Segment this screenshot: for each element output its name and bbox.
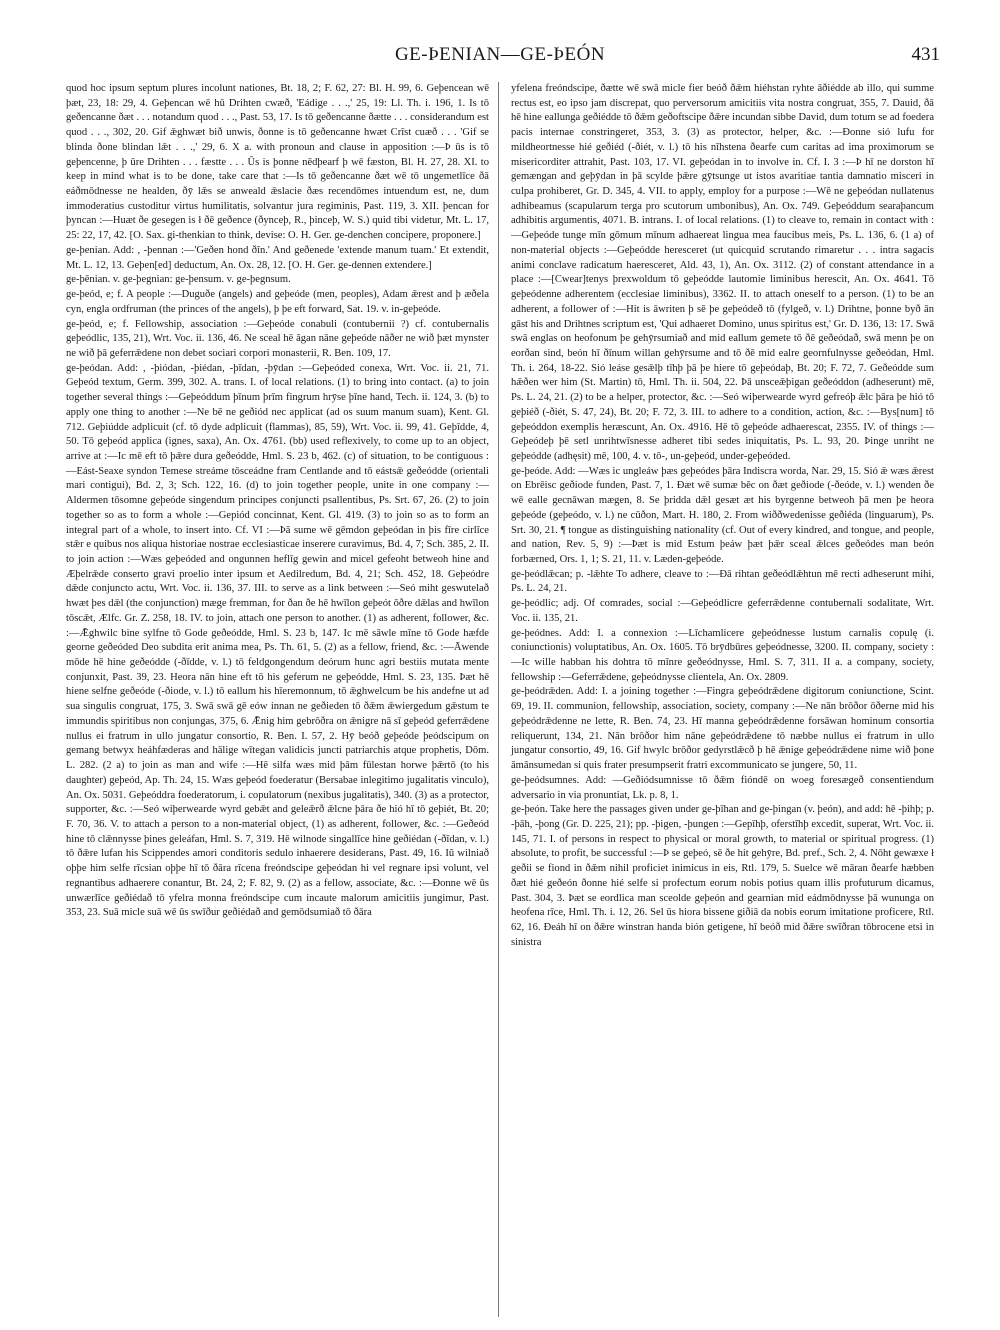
column-divider <box>498 82 499 1317</box>
right-column <box>511 82 934 1317</box>
page-number: 431 <box>911 44 940 65</box>
page-header <box>60 40 940 70</box>
left-column <box>66 82 489 1317</box>
right-column-text: yfelena freóndscipe, ðætte wē swā micle fier beóð ðǣm hiéhstan ryhte āðiédde ab illo, qui summe rectus est, eo ipso jam discrepat, quo perversorum amicitiis vita nostra congruat, 355, 7. Dauid, ðā hē hine eallunga geðiédde tō ðǣm geðoftscipe ðǣre incundan sibbe David, dum totum se ad foedera pacis internae constringeret, 353, 3. (3) as protector, helper, &c. :—Ðonne sió lufu for mildheortnesse hié geðiéd (-ðiét, v. l.) tō his nīhstena ðearfe cum caritas ad ima proximorum se misericorditer attrahit, Past. 103, 17. VI. geþeódan in to involve in. Cf. I. 3 :—Þ hī ne dorston hī gemængan and geþȳdan in þā scylde þǣre gȳtsunge ut istos avaritiae tantia damnatio misceri in culpa prohiberet, Gr. D. 345, 4. VII. to apply, employ for a purpose :—Wē ne geþeódan nullatenus adhibeamus (scapularum terga pro scutorum umbonibus), An. Ox. 749. Geþeóddum searaþancum adhibitis argumentis, 4071. B. intrans. I. of local relations. (1) to cleave to, remain in contact with :—Geþeóde tunge mīn gōmum mīnum adhaereat lingua mea faucibus meis, Ps. L. 136, 6. (1 a) of non-material objects :—Geþeódde heresceret (ut quicquid scrutando rimaretur . . . intra sagacis animi conclave radicatum haeresceret, Ald. 43, 1), An. Ox. 3112. (2) of constant attendance in a place :—[Cwear]tenys þrexwoldum tō geþeódde lautomie liminibus herescit, An. Ox. 4641. Tō geþeódenne adherentem (ecclesiae liminibus), 3362. II. to attach oneself to a person. (1) to be an adherent, a follower of :—Hit is āwriten þ sē þe geþeódeð tō (fylgeð, v. l.) Drihtne, þonne byð ān gāst his and Drihtnes scriptum est, 'Qui adhaeret Domino, unus spiritus est,' Gr. D. 136, 13: 17. Swā swā englas on heofonum þe gehȳrsumiað and mid eallum gemete tō ðē geðeódað, swā menn þe on eorðan sind, beón hī ðīnum willan gehȳrsume and tō ðē mid ealre geornfulnysse geðeódan, Hml. Th. i. 264, 18-22. Sió leáse gesǣlþ tīhþ þā þe hiere tō geþeódaþ, Bt. 20; F. 72, 7. Geðeódde sum hǣðen wer him (St. Martin) tō, Hml. Th. ii. 504, 22. Þā unsceǣþigan geðeóddon (adheserunt) mē, Ps. L. 24, 21. (2) to be a helper, protector, &c. :—Seó wiþerwearde wyrd gefreóþ ǣlc þāra þe hió tō geþiéð (-ðiét, S. 47, 24), Bt. 20; F. 72, 3. III. to adhere to a condition, action, &c. :—Bys[num] tō geþeóddon exemplis heræscunt, An. Ox. 4916. Hē tō geþeóde adhaerescat, 2355. IV. of things :—Geþeódeþ þē setl unrihtwīsnesse adheret tibi sedes iniquitatis, Ps. L. 93, 20. Þinge unriht ne geþeódde (adhęsit) mē, 100, 4. v. tō-, un-geþeód, under-geþeóded. ge-þeóde. Add: —Wæs ic ungleáw þæs geþeódes þāra Indiscra worda, Nar. 29, 15. Sió ǣ wæs ǣrest on Ebrēisc geðiode funden, Past. 7, 1. Ðæt wē sumæ bēc on ðæt geðiode (-ðeóde, v. l.) wenden ðe wē ealle gecnāwan mægen, 8. Se þridda dǣl gesæt æt his byrgenne betweoh þā men þe heora geþeóde (geþeódo, v. l.) ne cūðon, Mart. H. 180, 2. From wiððwedenisse geðiéda (linguarum), Ps. Srt. 30, 21. ¶ tongue as distinguishing nationality (cf. Out of every kindred, and tongue, and people, and nation, Rev. 5, 9) :—Þæt is mid Estum þeáw þæt þǣr sceal ǣlces geðeódes man beón forbærned, Ors. 1, 1; S. 21, 11. v. Læden-geþeóde. ge-þeódlǣcan; p. -lǣhte To adhere, cleave to :—Ðā rihtan geðeódlǣhtun mē recti adheserunt mihi, Ps. L. 24, 21. ge-þeódlic; adj. Of comrades, social :—Geþeódlicre geferrǣdenne contubernali sodalitate, Wrt. Voc. ii. 135, 21. ge-þeódnes. Add: I. a connexion :—Līchamlicere geþeódnesse lustum carnalis copulę (i. coniunctionis) voluptatibus, An. Ox. 1605. Tō brȳdbūres geþeódnesse, 3200. II. company, society :—Ic wille habban his dohtra tō mīnre geðeódnysse, Hml. S. 7, 311. II a. a company, society, fellowship :—Geferrǣdene, geþeódnysse clientela, An. Ox. 2809. ge-þeódrǣden. Add: I. a joining together :—Fingra geþeódrǣdene digitorum coniunctione, Scint. 69, 19. II. communion, fellowship, association, society, company :—Ne nān brōðor ōðerne mid his geþeódrǣdenne ne lette, R. Ben. 74, 23. Hī manna geþeódrǣdenne forsāwan hominum consortia reliquerunt, 134, 21. Nān brōðor him nāne geþeódrǣdene tō næbbe nullus ei fratrum in ullo jungatur consortio, 49, 16. Gif hwylc brōðor gedyrstlǣcð þ hē ǣnige geþeódrǣdene nime wið þone āmānsumedan si quis frater presumpserit fratri excommunicato se jungere, 50, 11. ge-þeódsumnes. Add: —Geðiódsumnisse tō ðǣm fióndē on woeg foresægeð consentiendum adversario in via pronuntiat, Lk. p. 8, 1. ge-þeón. Take here the passages given under ge-þīhan and ge-þingan (v. þeón), and add: hē -þihþ; p. -þāh, -þong (Gr. D. 225, 21); pp. -þigen, -þungen :—Gepīhþ, oferstīhþ excedit, superat, Wrt. Voc. ii. 145, 71. I. of persons in respect to physical or moral growth, to material or spiritual progress. (1) absolute, to profit, be successful :—Þ se geþeó, sē ðe hit gehȳre, Bd. pref., Sch. 2, 4. Nōht gewæxe ł geðii se fiond in ðǣm nihil proficiet inimicus in eis, Rtl. 179, 5. Suelce wē māran ðearfe hæbben ðæt hié geðeón ðonne hié selfe si profectum eorum nobis potius quam illis profuturum dicamus, Past. 304, 3. Þæt se eordlica man sceolde geþeón and gearnian mid eádmōdnysse þā wununga on heofena rīce, Hml. Th. i. 12, 26. Sel ūs hiora bissene giðiā da nobis eorum imitatione proficere, Rtl. 62, 16. Ðeáh hī on ðǣre winstran handa bión getigene, hī beóð mid ðǣre swīðran tōbrocene etsi in sinistra <box>511 83 934 948</box>
left-column-text: quod hoc ipsum septum plures incolunt nationes, Bt. 18, 2; F. 62, 27: Bl. H. 99, 6. Geþencean wē þæt, 23, 18: 29, 4. Geþencan wē hū Drihten cwæð, 'Eádige . . .,' 25, 19: Ll. Th. i. 196, 1. Is tō geðencanne ðæt . . . notandum quod . . ., Past. 53, 17. Is tō geðencanne ðætte . . . considerandum est quod . . ., 302, 20. Gif ǣghwæt bið unwis, ðonne is tō geðencanne hwæt Crīst cuæð . . . 'Gif se blinda ðone blindan lǣt . . .,' 29, 6. X a. with pronoun and clause in apposition :—Þ ūs is tō geþencenne, þ ūre Drihten . . . fæstte . . . Ūs is þonne nēdþearf þ wē fæston, Bl. H. 27, 28. XI. to keep in mind what is to be done, take care that :—Is tō geðencanne ðæt wē tō ungemetlīce ðā eáðmōdnesse ne healden, ðȳ lǣs se anweald ǣslacie ðæs recendōmes intuendum est, ne, dum immoderatius custoditur virtus humilitatis, solvantur jura regiminis, Past. 119, 3. XII. þencan for þyncan :—Huæt ðe gesegen is ł ðē geðence (ðynceþ, R., þinceþ, W. S.) quid tibi videtur, Mt. L. 17, 25: 22, 17, 42. [O. Sax. gi-thenkian to think, devise: O. H. Ger. ge-denchen concipere, proponere.] ge-þenian. Add: , -þennan :—'Geðen hond ðīn.' And geðenede 'extende manum tuam.' Et extendit, Mt. L. 12, 13. Geþen[ed] deductum, An. Ox. 28, 12. [O. H. Ger. ge-dennen extendere.] ge-þēnian. v. ge-þegnian: ge-þensum. v. ge-þegnsum. ge-þeód, e; f. A people :—Duguðe (angels) and geþeóde (men, peoples), Adam ǣrest and þ æðela cyn, engla ordfruman (the princes of the angels), þ þe eft forward, Sat. 19. v. in-geþeóde. ge-þeód, e; f. Fellowship, association :—Geþeóde conabuli (contubernii ?) cf. contubernalis geþeódlic, 135, 21), Wrt. Voc. ii. 136, 46. Ne sceal hē āgan nāne geþeóde nāðer ne wið þæt mynster ne wið þā geferrǣdene non debet sociari corpori monasterii, R. Ben. 109, 17. ge-þeódan. Add: , -þiódan, -þiédan, -þīdan, -þȳdan :—Geþeóded conexa, Wrt. Voc. ii. 21, 71. Geþeód textum, Germ. 399, 302. A. trans. I. of local relations. (1) to bring into contact. (a) to join together several things :—Geþeóddum þīnum þrīm fingrum hrȳse þīne hand, Tech. ii. 124, 3. (b) to apply one thing to another :—Ne bē ne geðiód nec applicat (ad os suum manum suam), Kent. Gl. 712. Geþiúdde adplicuit (cf. tō dyde adplicuit (flammas), 85, 59), Wrt. Voc. ii. 99, 41. Geþīdde, 4, 50. Tō geþeód applica (ignes, saxa), An. Ox. 4761. (bb) used reflexively, to come up to an object, arrive at :—Ic mē eft tō þǣre dura geðeódde, Hml. S. 23 b, 462. (c) of situation, to be contiguous :—Eást-Seaxe syndon Temese streáme tōsceádne fram Centlande and tō eástsǣ geðeódde (orientali mari contigui), Bd. 2, 3; Sch. 122, 16. (d) to join together people, unite in one company :—Aldermen tōsomne geþeóde singendum principes conjuncti psallentibus, Ps. Srt. 67, 26. (2) to join together so as to form a whole :—Gepiód concinnat, Kent. Gl. 419. (3) to join so as to form an integral part of a whole, to insert into. Cf. VI :—Þā sume wē gēmdon geþeódan in þis fīre cirlīce stǣr e quibus nos aliqua historiae nostrae ecclesiasticae inserere curavimus, Bd. 4, 7; Sch. 385, 2. II. to join action :—Wæs geþeóded and ongunnen heflīg gewin and micel gefeoht betweoh hine and Æþelrǣde conserto gravi proelio inter ipsum et Aedilredum, Bd. 4, 21; Sch. 452, 18. Geþeódre dǣde conjuncto actu, Wrt. Voc. ii. 136, 37. III. to serve as a link between :—Seó miht geswutelað hwæt þes dǣl (the conjunction) mæge fremman, for ðan ðe hē hwīlon geþeót ōðre dǣlas and hwīlon tōscǣt, Ælfc. Gr. Z. 258, 18. IV. to join, attach one person to another. (1) as adherent, follower, &c. :—Ǣghwilc bine sylfne tō Gode geðeódde, Hml. S. 23 b, 147. Ic mē sāwle mīne tō Gode hæfde georne geðeóded Deo subdita erit anima mea, Ps. Th. 61, 5. (2) as a fellow, friend, &c. :—Āwende mōde hē hine geðeódde (-ðīdde, v. l.) tō feldgongendum deórum hunc agri bestiis mutata mente conjunxit, Past. 39, 23. Heora nān hine eft tō his geferum ne geþeódde, Hml. S. 23, 135. Þæt hē hiene selfne geðeóde (-ðiode, v. l.) tō eallum his hīeremonnum, tō ǣghwelcum be his andefne ut ad sua singulis congruat, 175, 3. Swā swā gē eów innan ne geðieden tō ðǣm ǣwiergedum gǣstum te immundis spiritibus non conjungas, 375, 6. Ǣnig him gebrōðra on ǣnigre nā sī geþeód geferrǣdene nullus ei fratrum in ullo jungatur consortio, R. Ben. I. 57, 2. Hȳ beóð geþeóde þeódscipum on gemang betwyx heáhfæderas and hālige wītegan validicis juncti patriarchis atque prophetis, Dōm. L. 282. (2 a) to join as man and wife :—Hē silfa wæs mid þām fūlestan horwe þǣrtō (to his daughter) geþeód, Ap. Th. 24, 15. Wæs geþeód foederatur (Bersabae inlegitimo jugalitatis vinculo), An. Ox. 5031. Geþeóddra foederatorum, i. copulatorum (nexibus jugalitatis), 340. (3) as a protector, supporter, &c. :—Seó wiþerwearde wyrd gebǣt and geleǣrð ǣlcne þāra ðe hió hī tō geþiét, Bt. 20; F. 70, 36. V. to attach a person to a non-material object, (1) as adherent, follower, &c. :—Geðeód hine tō clǣnnysse þines geleáfan, Hml. S. 7, 319. Hē wilnode singallīce hine geðiédan (-ðīdan, v. l.) tō ðǣre lufan his Scippendes amori conditoris sedulo inhaerere desiderans, Past. 49, 16. Iū wilniað oþþe him selfe rīcsian oþþe hī tō ðāra rīcena freóndscipe geþeódan hi vel regnare ipsi volunt, vel regnantibus adhaerere conantur, Bt. 24, 2; F. 82, 9. (2) as a fellow, associate, &c. :—Ðonne wē ūs unwærlīce geðiédað tō yfelra monna freóndscipe cum incaute malorum amicitiis jungimur, Past. 353, 23. Suā micle suā wē ūs swīður geðiédað and gemōdsumiað tō ðāra <box>66 83 489 919</box>
running-head: GE-ÞENIAN—GE-ÞEÓN <box>394 44 606 65</box>
